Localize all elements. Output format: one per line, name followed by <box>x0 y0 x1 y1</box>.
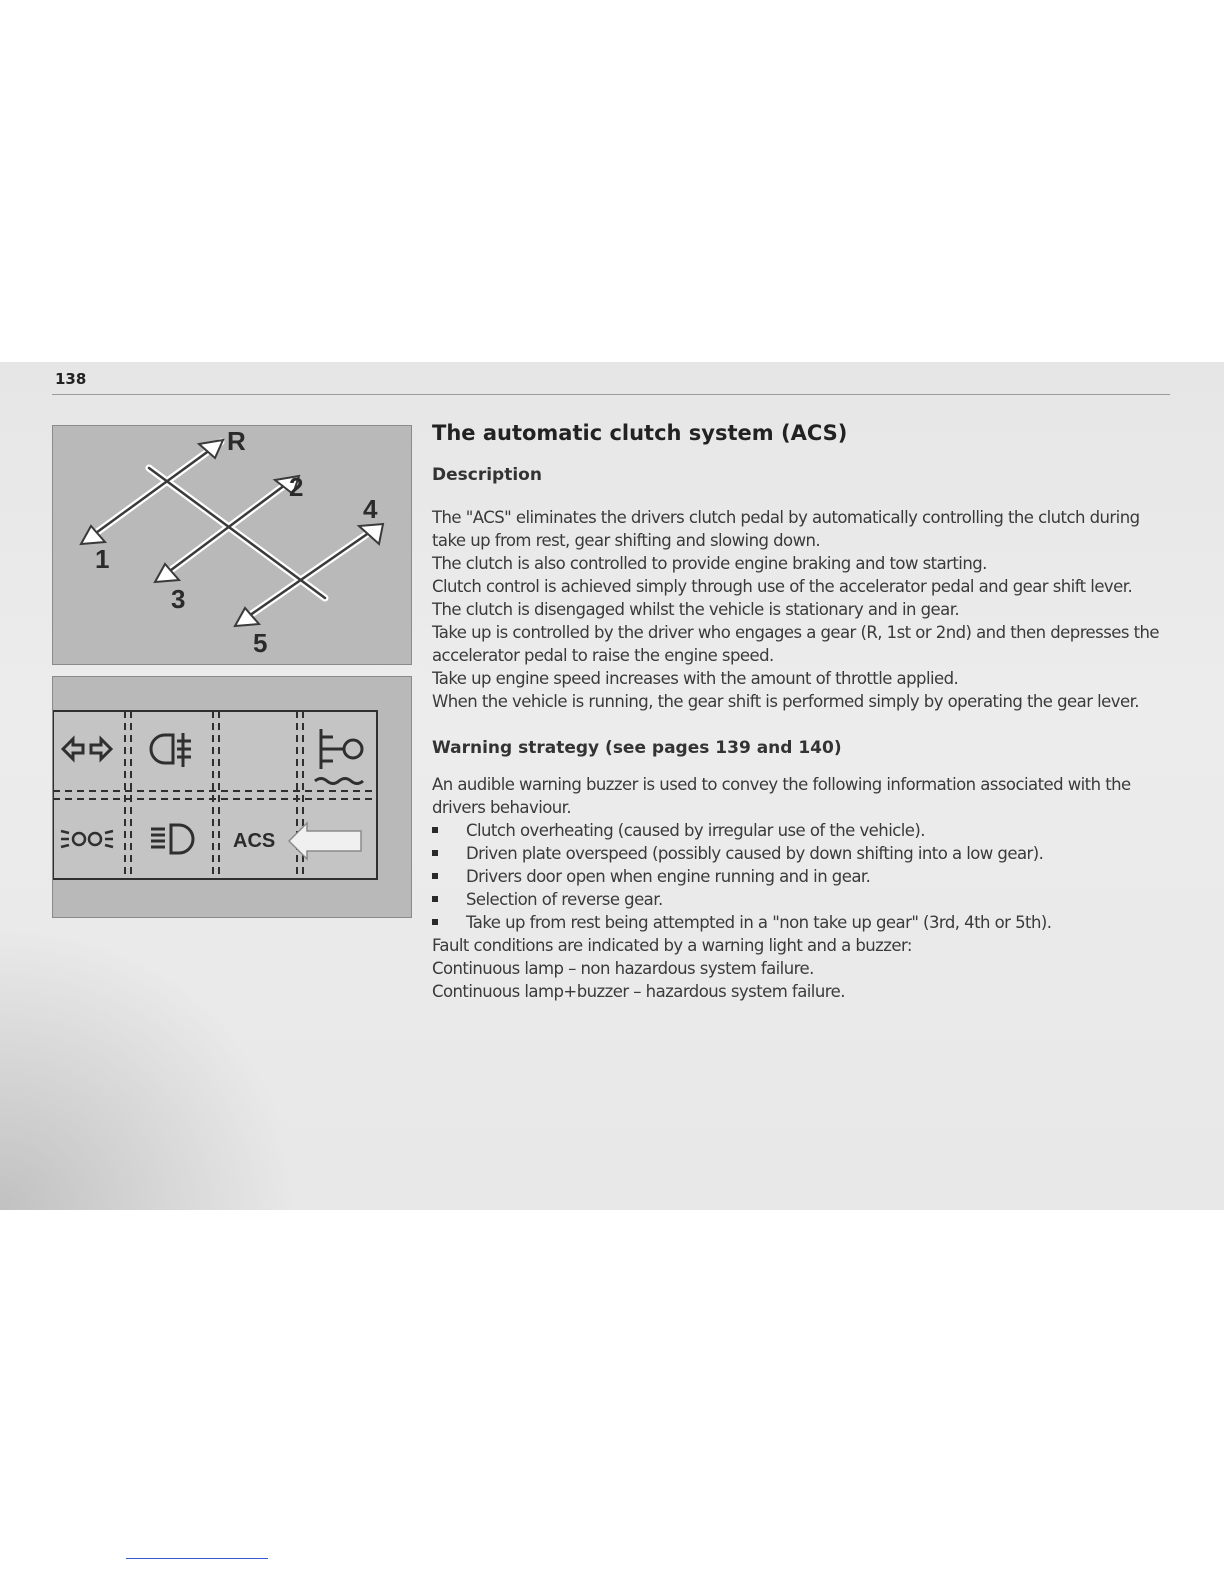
scan-shadow <box>0 922 300 1210</box>
list-item <box>432 819 1172 842</box>
underline-mark <box>126 1558 268 1559</box>
description-heading: Description <box>432 465 542 485</box>
description-line: When the vehicle is running, the gear shift is performed simply by operating the gear lever. <box>432 692 1139 711</box>
list-item <box>432 911 1172 934</box>
warning-panel-svg <box>53 677 411 917</box>
gear-shift-diagram <box>52 425 412 665</box>
gear-label-3: 3 <box>171 584 186 614</box>
fault-line: Fault conditions are indicated by a warning light and a buzzer: <box>432 936 912 955</box>
section-title: The automatic clutch system (ACS) <box>432 421 848 445</box>
gear-label-4: 4 <box>363 494 378 524</box>
warning-list <box>432 819 1172 934</box>
bullet-icon <box>432 850 438 856</box>
fault-line: Continuous lamp+buzzer – hazardous system failure. <box>432 982 845 1001</box>
list-item-text: Drivers door open when engine running and in gear. <box>466 867 871 886</box>
list-item <box>432 888 1172 911</box>
page-number: 138 <box>55 370 87 388</box>
header-rule <box>52 394 1170 395</box>
acs-lamp-label: ACS <box>233 830 276 852</box>
main-content <box>432 418 1172 1003</box>
description-line: Clutch control is achieved simply through use of the accelerator pedal and gear shift lever. <box>432 577 1133 596</box>
description-line: Take up engine speed increases with the amount of throttle applied. <box>432 669 959 688</box>
list-item-text: Driven plate overspeed (possibly caused by down shifting into a low gear). <box>466 844 1044 863</box>
warning-heading: Warning strategy (see pages 139 and 140) <box>432 738 842 758</box>
warning-panel-diagram <box>52 676 412 918</box>
bullet-icon <box>432 873 438 879</box>
description-line: The clutch is disengaged whilst the vehicle is stationary and in gear. <box>432 600 960 619</box>
gear-label-2: 2 <box>289 472 304 502</box>
bullet-icon <box>432 919 438 925</box>
description-line: The "ACS" eliminates the drivers clutch pedal by automatically controlling the clutch during take up from rest, gear shifting and slowing down. <box>432 508 1140 550</box>
list-item-text: Clutch overheating (caused by irregular use of the vehicle). <box>466 821 925 840</box>
list-item <box>432 842 1172 865</box>
gear-label-r: R <box>227 426 246 456</box>
description-line: The clutch is also controlled to provide engine braking and tow starting. <box>432 554 987 573</box>
fault-line: Continuous lamp – non hazardous system failure. <box>432 959 814 978</box>
gear-shift-svg <box>53 426 411 664</box>
gear-label-1: 1 <box>95 544 110 574</box>
description-line: Take up is controlled by the driver who engages a gear (R, 1st or 2nd) and then depresses the accelerator pedal to raise the engine speed. <box>432 623 1160 665</box>
warning-intro: An audible warning buzzer is used to convey the following information associated with the drivers behaviour. <box>432 775 1131 817</box>
bullet-icon <box>432 827 438 833</box>
list-item <box>432 865 1172 888</box>
gear-label-5: 5 <box>253 628 268 658</box>
list-item-text: Take up from rest being attempted in a "non take up gear" (3rd, 4th or 5th). <box>466 913 1052 932</box>
list-item-text: Selection of reverse gear. <box>466 890 663 909</box>
bullet-icon <box>432 896 438 902</box>
